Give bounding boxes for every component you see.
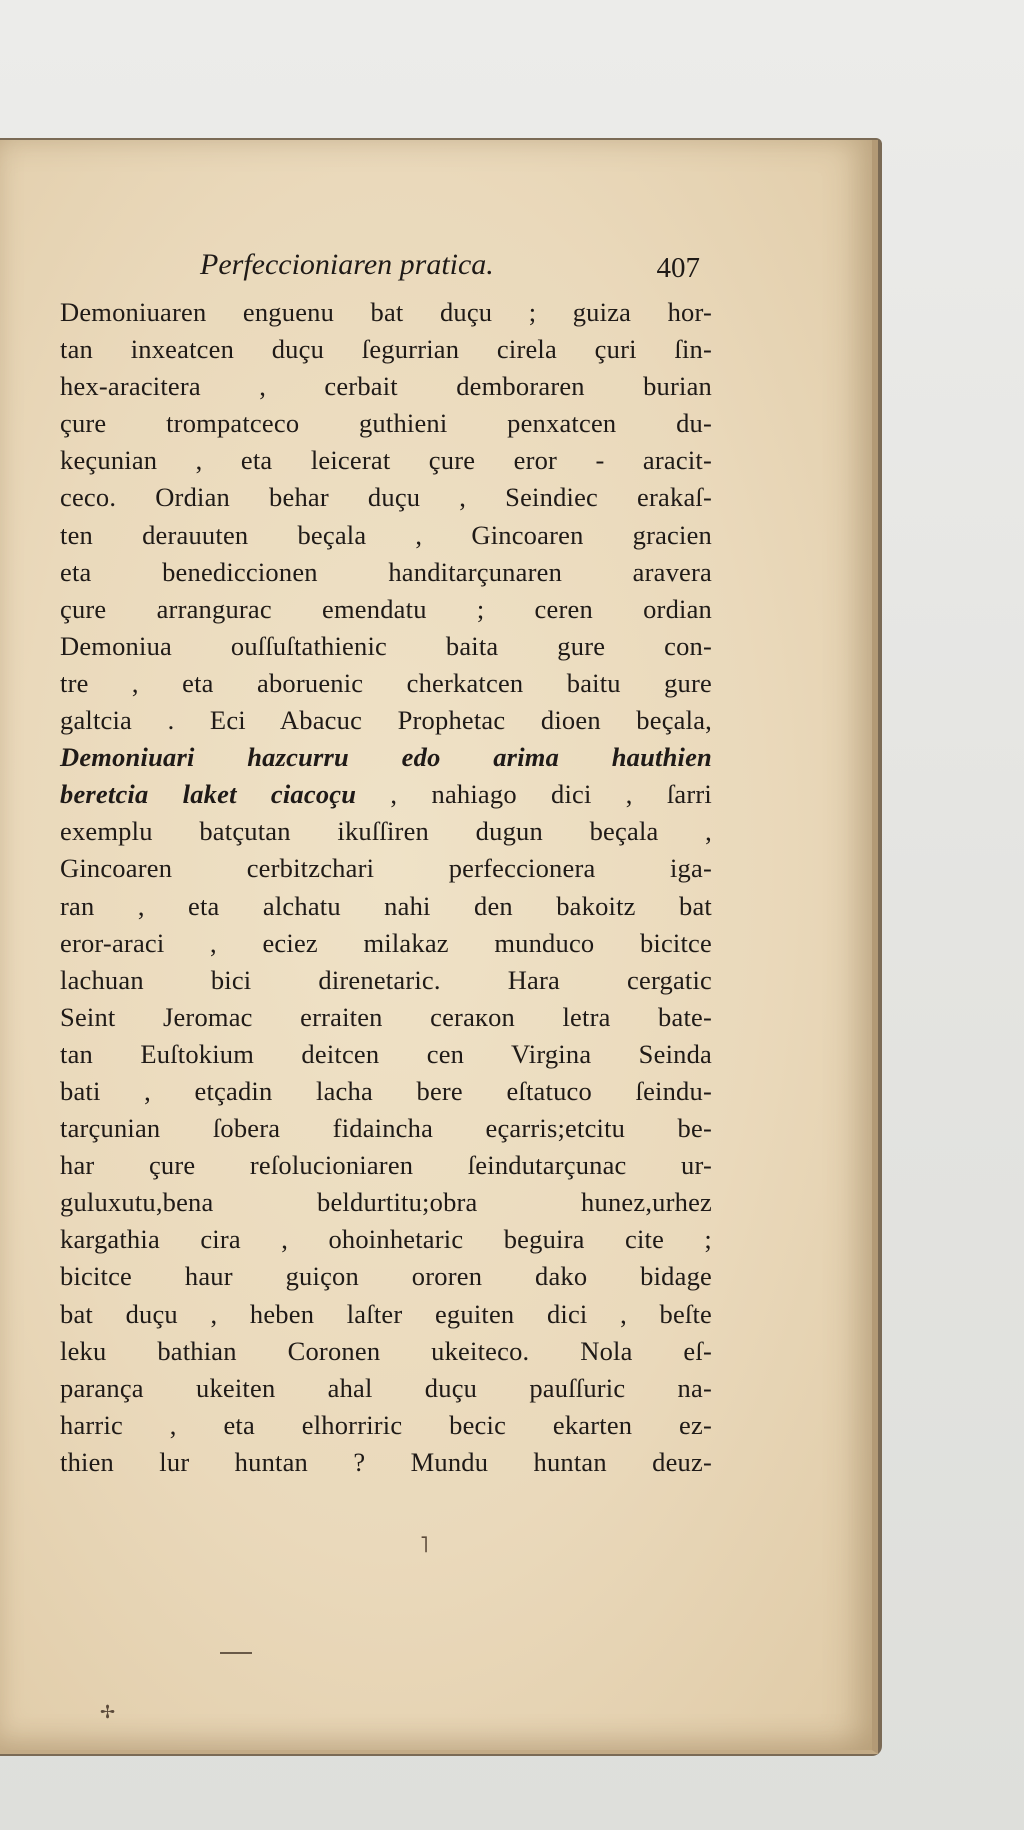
text-line: bati , etçadin lacha bere eſtatuco ſeindu-	[60, 1075, 712, 1106]
text-line: hex-aracitera , cerbait demboraren burian	[60, 371, 712, 402]
text-line: thien lur huntan ? Mundu huntan deuz-	[60, 1446, 712, 1477]
text-line: çure trompatceco guthieni penxatcen du-	[60, 408, 712, 439]
text-line: Demoniuaren enguenu bat duçu ; guiza hor-	[60, 297, 712, 327]
running-head	[60, 248, 712, 294]
page-number: 407	[656, 252, 700, 284]
text-line: ten derauuten beçala , Gincoaren gracien	[60, 519, 712, 550]
text-line: Gincoaren cerbitzchari perfeccionera iga-	[60, 853, 712, 884]
text-line: tan Euſtokium deitcen cen Virgina Seinda	[60, 1038, 712, 1069]
text-line: ran , eta alchatu nahi den bakoitz bat	[60, 890, 712, 921]
text-line: har çure reſolucioniaren ſeindutarçunac ur-	[60, 1150, 712, 1181]
text-line: exemplu batçutan ikuſſiren dugun beçala ,	[60, 816, 712, 847]
text-line: Seint Jeromac erraiten ceraкon letra bate-	[60, 1001, 712, 1032]
text-line: keçunian , eta leicerat çure eror - aracit-	[60, 445, 712, 476]
text-line: eror-araci , eciez milakaz munduco bicitce	[60, 927, 712, 958]
body-text	[60, 294, 712, 1481]
stray-mark: ✢	[100, 1702, 116, 1722]
text-line: lachuan bici direnetaric. Hara cergatic	[60, 964, 712, 995]
text-block	[60, 248, 712, 1481]
text-line: Demoniuari hazcurru edo arima hauthien	[60, 742, 712, 773]
text-line: eta benediccionen handitarçunaren aravera	[60, 556, 712, 587]
text-line: beretcia laket ciacoçu , nahiago dici , ſarri	[60, 779, 712, 810]
text-line: kargathia cira , ohoinhetaric beguira cite ;	[60, 1224, 712, 1255]
text-line: tarçunian ſobera fidaincha eçarris;etcitu be-	[60, 1113, 712, 1144]
text-line: bat duçu , heben laſter eguiten dici , beſte	[60, 1298, 712, 1329]
stray-dash	[220, 1652, 252, 1654]
text-line: ceco. Ordian behar duçu , Seindiec erakaſ-	[60, 482, 712, 513]
text-line: Demoniua ouſſuſtathienic baita gure con-	[60, 630, 712, 661]
text-line: çure arrangurac emendatu ; ceren ordian	[60, 593, 712, 624]
text-line: leku bathian Coronen ukeiteco. Nola eſ-	[60, 1335, 712, 1366]
stray-mark: ˥	[420, 1532, 429, 1557]
text-line: parança ukeiten ahal duçu pauſſuric na-	[60, 1372, 712, 1403]
running-title: Perfeccioniaren pratica.	[200, 248, 494, 281]
text-line: tan inxeatcen duçu ſegurrian cirela çuri ſin-	[60, 334, 712, 365]
text-line: tre , eta aboruenic cherkatcen baitu gure	[60, 667, 712, 698]
text-line: galtcia . Eci Abacuc Prophetac dioen beçala,	[60, 705, 712, 736]
text-line: harric , eta elhorriric becic ekarten ez-	[60, 1409, 712, 1440]
text-line: bicitce haur guiçon ororen dako bidage	[60, 1261, 712, 1292]
text-line: guluxutu,bena beldurtitu;obra hunez,urhez	[60, 1187, 712, 1218]
